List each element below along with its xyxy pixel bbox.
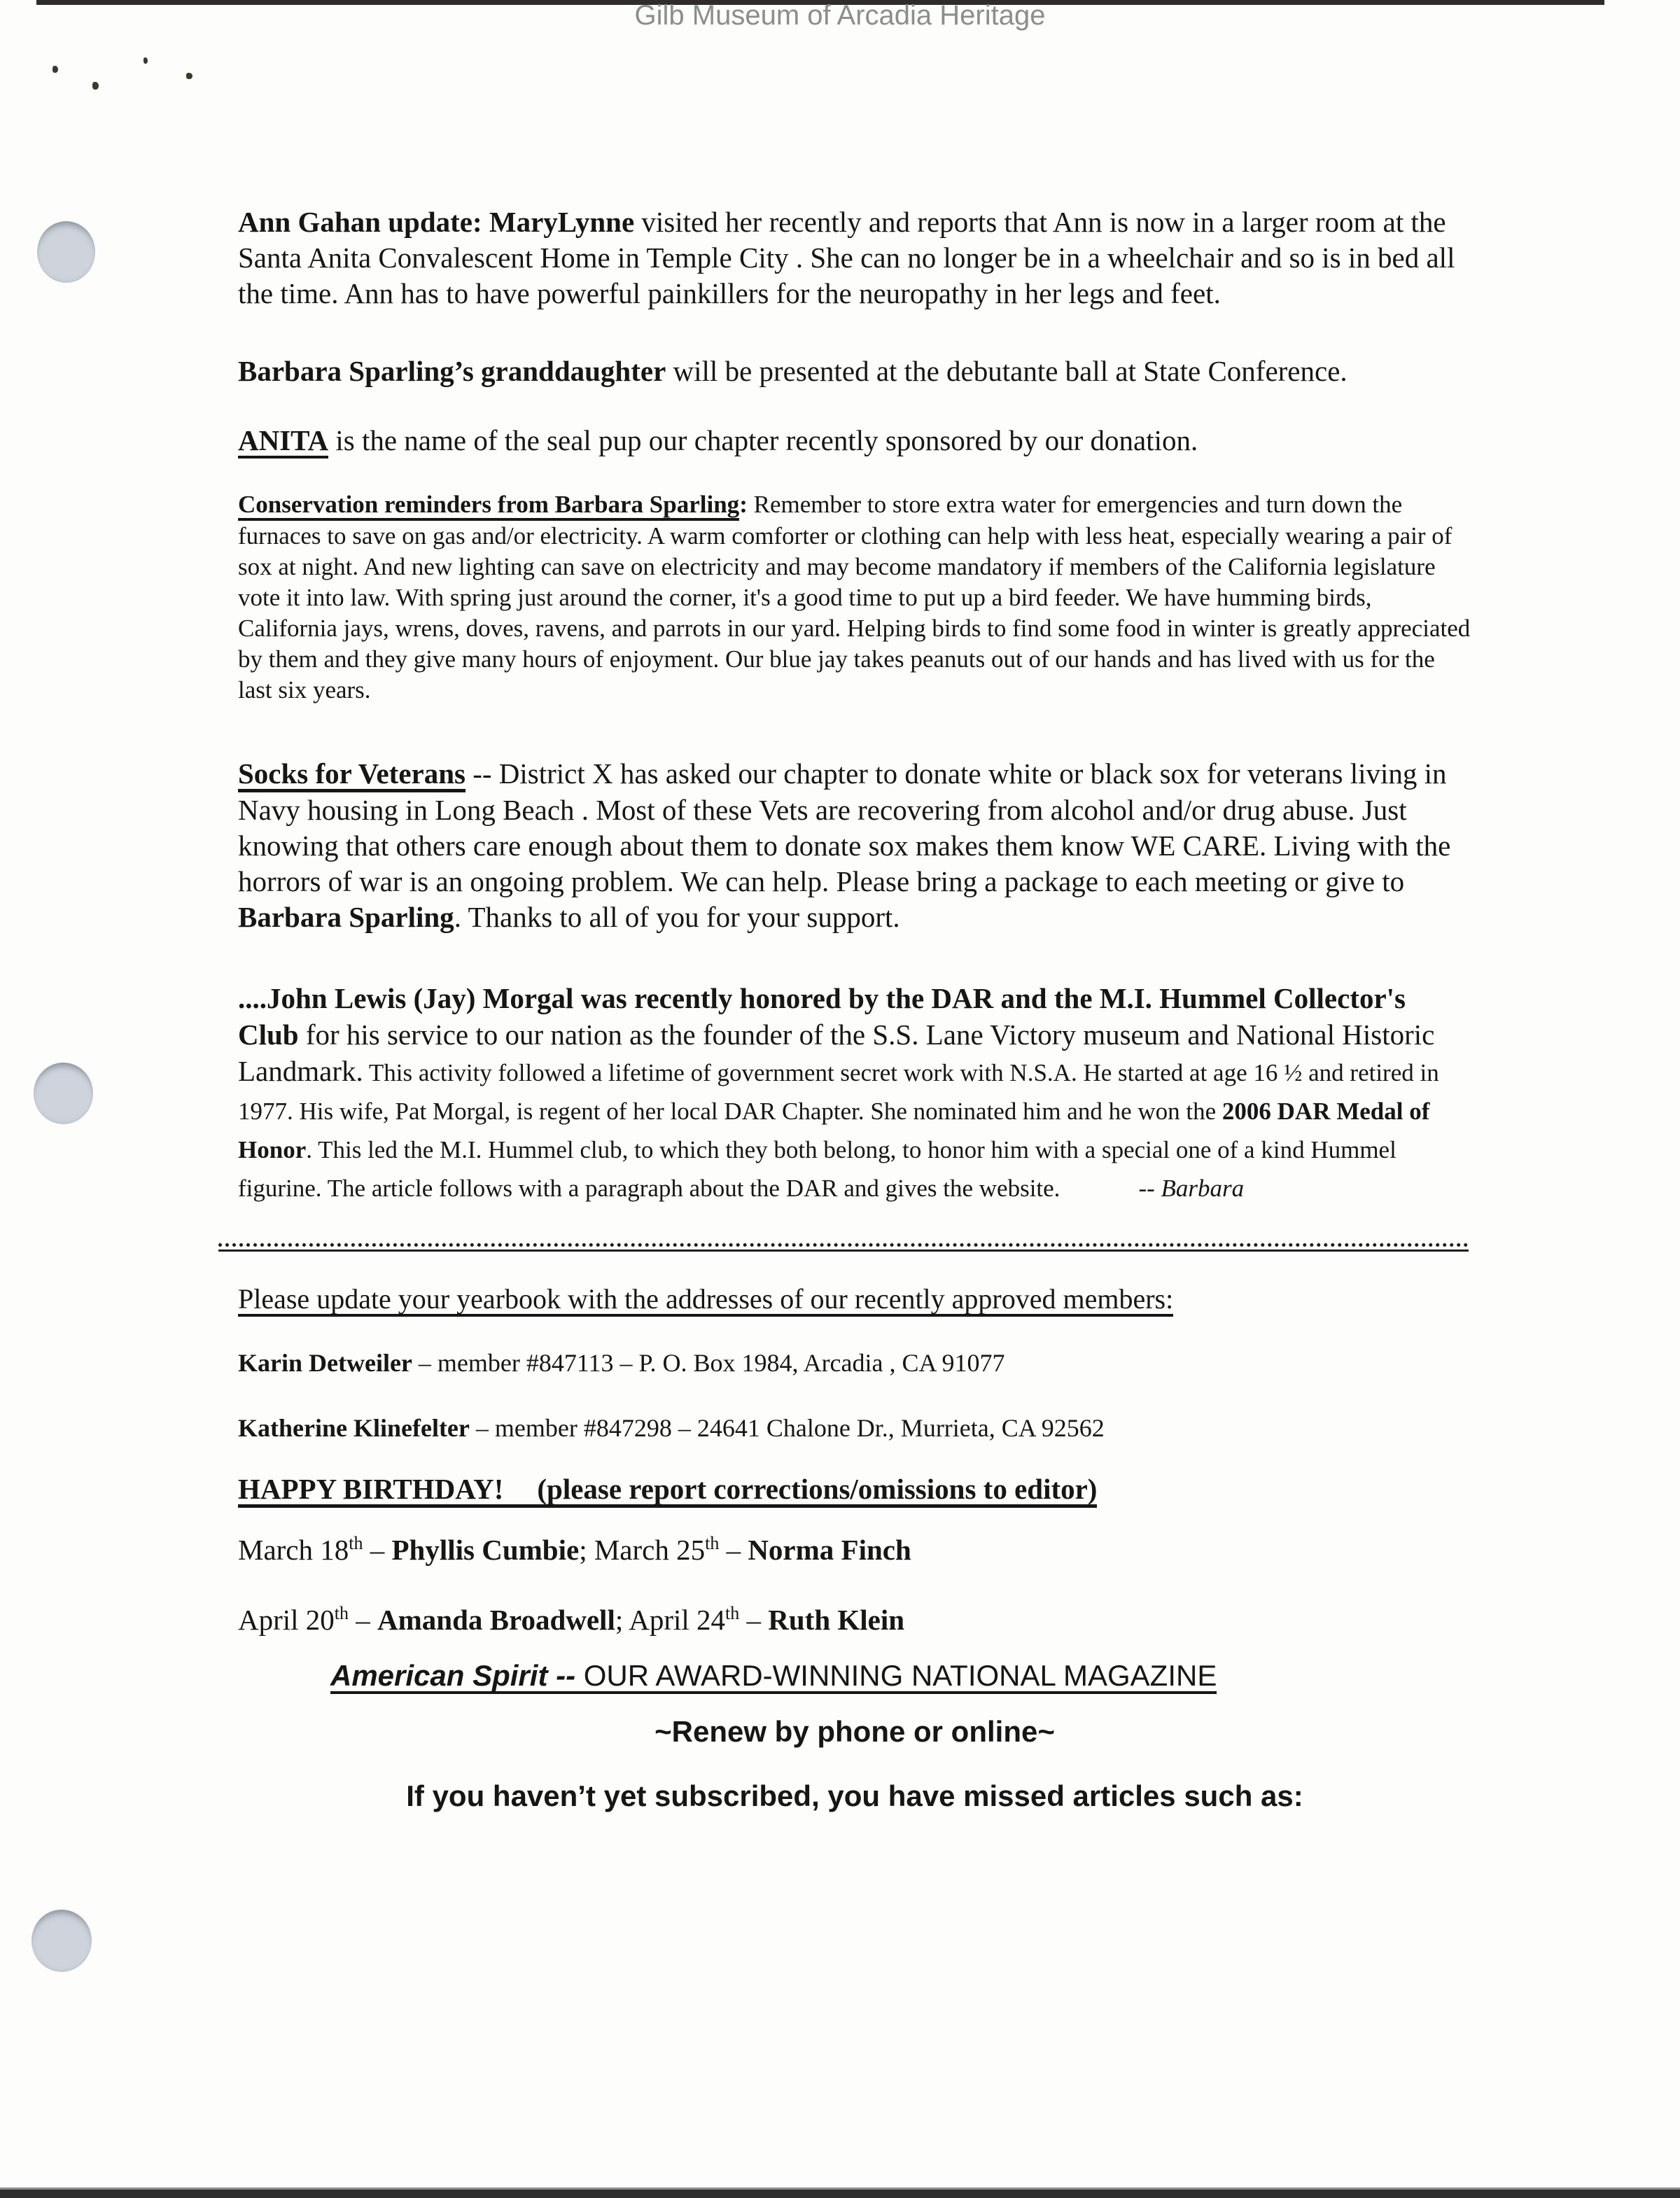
museum-watermark: Gilb Museum of Arcadia Heritage [634, 0, 1046, 31]
birthday-date: April 20 [238, 1603, 335, 1636]
magazine-title: American Spirit -- [330, 1658, 576, 1692]
happy-birthday-title: HAPPY BIRTHDAY! [238, 1472, 504, 1505]
birthday-name: Phyllis Cumbie [391, 1533, 580, 1566]
birthday-line-march [238, 1532, 1471, 1572]
anita-text: is the name of the seal pup our chapter recently sponsored by our donation. [328, 424, 1198, 456]
socks-lead: Socks for Veterans [238, 759, 465, 792]
hole-punch-top [37, 221, 95, 283]
birthday-dash: – [349, 1603, 378, 1636]
renew-instruction: ~Renew by phone or online~ [654, 1714, 1055, 1748]
birthday-name: Norma Finch [748, 1533, 911, 1566]
birthday-name: Amanda Broadwell [377, 1603, 615, 1636]
birthday-dash: – [719, 1533, 748, 1566]
socks-text-1: -- District X has asked our chapter to donate white or black sox for veterans living in Navy housing in Long Beach . Most of these Vets are recovering from alcohol and/or drug abuse. Just knowing that others care enough about them to donate sox makes them know WE CARE. Living with the horrors of war is an ongoing problem. We can help. Please bring a package to each meeting or give to [238, 757, 1451, 897]
happy-birthday-heading-inner [238, 1474, 1097, 1508]
ordinal-suffix: th [725, 1602, 740, 1623]
birthday-line-april [238, 1602, 1471, 1642]
scan-edge-bottom [0, 2188, 1680, 2198]
morgal-lead: ....John Lewis (Jay) Morgal was recently honored by the DAR and the M.I. Hummel Collector's Club [238, 981, 1406, 1051]
socks-bold-name: Barbara Sparling [238, 900, 454, 933]
conservation-text: Remember to store extra water for emergencies and turn down the furnaces to save on gas and/or electricity. A warm comforter or clothing can help with less heat, especially wearing a pair of sox at night. And new lighting can save on electricity and may become mandatory if members of the California legislature vote it into law. With spring just around the corner, it's a good time to put up a bird feeder. We have humming birds, California jays, wrens, doves, ravens, and parrots in our yard. Helping birds to find some food in winter is greatly appreciated by them and they give many hours of enjoyment. Our blue jay takes peanuts out of our hands and has lived with us for the last six years. [238, 491, 1471, 704]
yearbook-update-heading-text: Please update your yearbook with the addresses of our recently approved members: [238, 1284, 1173, 1317]
hole-punch-bottom [31, 1910, 92, 1972]
conservation-colon: : [739, 491, 748, 519]
birthday-date: ; April 24 [615, 1603, 726, 1636]
scan-speck [52, 66, 58, 73]
happy-birthday-note: (please report corrections/omissions to editor) [537, 1472, 1098, 1505]
member-details: – member #847298 – 24641 Chalone Dr., Murrieta, CA 92562 [469, 1413, 1105, 1442]
morgal-text-large: for his service to our nation as the founder of the S.S. Lane Victory museum and National Historic Landmark. [238, 1018, 1435, 1087]
morgal-text-small-2: . This led the M.I. Hummel club, to which they both belong, to honor him with a special one of a kind Hummel figurine. The article follows with a paragraph about the DAR and gives the website. [238, 1135, 1396, 1202]
happy-birthday-heading [238, 1472, 1471, 1508]
birthday-dash: – [739, 1603, 769, 1636]
yearbook-update-heading [238, 1282, 1471, 1317]
member-name: Karin Detweiler [238, 1348, 412, 1377]
ordinal-suffix: th [334, 1602, 349, 1623]
american-spirit-banner-inner [330, 1660, 1217, 1694]
sparling-lead: Barbara Sparling’s granddaughter [238, 355, 666, 387]
birthday-dash: – [363, 1533, 392, 1566]
newsletter-page-body [238, 204, 1471, 1813]
american-spirit-banner [330, 1659, 1471, 1694]
birthday-name: Ruth Klein [768, 1603, 905, 1636]
paragraph-morgal-honored [238, 980, 1471, 1207]
hole-punch-middle [34, 1063, 93, 1124]
new-member-row [238, 1413, 1471, 1444]
birthday-date: ; March 25 [579, 1533, 706, 1566]
conservation-lead: Conservation reminders from Barbara Sparling [238, 492, 739, 521]
birthday-date: March 18 [238, 1533, 349, 1566]
ann-gahan-text: visited her recently and reports that Ann is now in a larger room at the Santa Anita Convalescent Home in Temple City . She can no longer be in a wheelchair and so is in bed all the time. Ann has to have powerful painkillers for the neuropathy in her legs and feet. [238, 206, 1455, 309]
morgal-medal-of-honor: 2006 DAR Medal of Honor [238, 1097, 1430, 1163]
paragraph-sparling-granddaughter [238, 354, 1471, 389]
member-details: – member #847113 – P. O. Box 1984, Arcadia , CA 91077 [412, 1348, 1005, 1377]
paragraph-socks-for-veterans [238, 756, 1471, 935]
scan-speck [186, 73, 192, 79]
member-name: Katherine Klinefelter [238, 1413, 470, 1442]
anita-lead: ANITA [238, 426, 328, 458]
ordinal-suffix: th [349, 1532, 363, 1553]
magazine-tagline: OUR AWARD-WINNING NATIONAL MAGAZINE [575, 1658, 1217, 1692]
ordinal-suffix: th [705, 1532, 720, 1553]
morgal-signature: -- Barbara [1138, 1174, 1245, 1202]
socks-text-2: . Thanks to all of you for your support. [454, 900, 900, 933]
scan-speck [144, 57, 148, 64]
morgal-text-small-1: This activity followed a lifetime of government secret work with N.S.A. He started at age 16 ½ and retired in 1977. His wife, Pat Morgal, is regent of her local DAR Chapter. She nominated him and he won the [238, 1058, 1439, 1125]
dotted-separator-rule [218, 1243, 1469, 1252]
paragraph-ann-gahan-update [238, 204, 1471, 312]
paragraph-conservation-reminders [238, 489, 1471, 706]
subscribe-teaser: If you haven’t yet subscribed, you have missed articles such as: [406, 1779, 1303, 1812]
paragraph-anita-seal-pup [238, 423, 1471, 458]
scan-speck [92, 82, 99, 90]
sparling-text: will be presented at the debutante ball at State Conference. [666, 355, 1348, 387]
new-member-row [238, 1348, 1471, 1379]
ann-gahan-lead: Ann Gahan update: MaryLynne [238, 206, 635, 238]
